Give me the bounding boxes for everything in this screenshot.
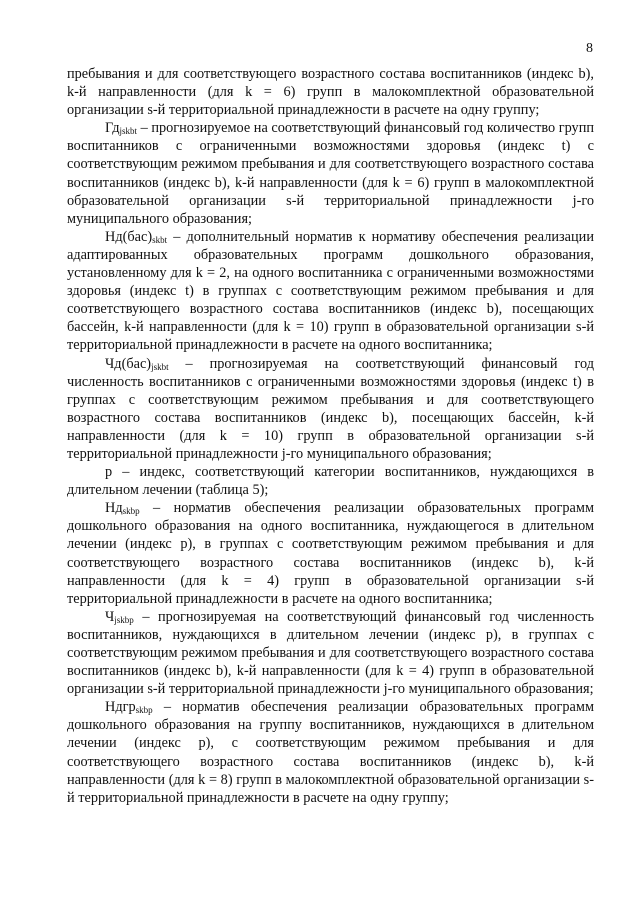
page-number: 8 bbox=[586, 41, 593, 56]
paragraph-text: Ндгр bbox=[105, 699, 136, 716]
paragraph bbox=[67, 698, 594, 807]
paragraph-text: пребывания и для соответствующего возрастного состава воспитанников (индекс b), k-й направленности (для k = 6) групп в малокомплектной образовательной организации s-й территориальной принадлежности в расчете на одну группу; bbox=[67, 66, 594, 119]
paragraph-text: Гд bbox=[105, 120, 120, 137]
paragraph bbox=[67, 499, 594, 608]
paragraph bbox=[67, 65, 594, 119]
paragraph bbox=[67, 228, 594, 355]
paragraph-text: – норматив обеспечения реализации образовательных программ дошкольного образования на одного воспитанника, нуждающегося в длительном лечении (индекс p), в группах с соответствующим режимом пребывания и для соответствующего возрастного состава воспитанников (индекс b), k-й направленности (для k = 4) групп в образовательной организации s-й территориальной принадлежности в расчете на одного воспитанника; bbox=[67, 500, 594, 607]
paragraph-text: Нд(бас) bbox=[105, 228, 153, 245]
subscript-index: jskbt bbox=[119, 126, 137, 137]
body-text bbox=[67, 65, 594, 807]
paragraph bbox=[67, 119, 594, 228]
paragraph-text: – прогнозируемое на соответствующий финансовый год количество групп воспитанников с ограниченными возможностями здоровья (индекс t) с соответствующим режимом пребывания и для соответствующего возрастного состава воспитанников (индекс b), k-й направленности (для k = 6) групп в малокомплектной образовательной организации s-й территориальной принадлежности j-го муниципального образования; bbox=[67, 120, 594, 227]
paragraph-text: Ч bbox=[105, 608, 115, 625]
paragraph-text: – прогнозируемая на соответствующий финансовый год численность воспитанников, нуждающихся в длительном лечении (индекс p), в группах с соответствующим режимом пребывания и для соответствующего возрастного состава воспитанников (индекс b), k-й направленности (для k = 4) групп в образовательной организации s-й территориальной принадлежности j-го муниципального образования; bbox=[67, 608, 594, 698]
paragraph bbox=[67, 608, 594, 698]
paragraph-text: Нд bbox=[105, 500, 123, 517]
paragraph-text: – дополнительный норматив к нормативу обеспечения реализации адаптированных образовательных программ дошкольного образования, установленному для k = 2, на одного воспитанника с ограниченными возможностями здоровья (индекс t) в группах с соответствующим режимом пребывания и для соответствующего возрастного состава воспитанников (индекс b), посещающих бассейн, k-й направленности (для k = 10) групп в образовательной организации s-й территориальной принадлежности в расчете на одного воспитанника; bbox=[67, 228, 594, 354]
paragraph-text: – прогнозируемая на соответствующий финансовый год численность воспитанников с ограниченными возможностями здоровья (индекс t) в группах с соответствующим режимом пребывания и для соответствующего возрастного состава воспитанников (индекс b), посещающих бассейн, k-й направленности (для k = 10) групп в образовательной организации s-й территориальной принадлежности j-го муниципального образования; bbox=[67, 355, 594, 462]
paragraph-text: – норматив обеспечения реализации образовательных программ дошкольного образования на группу воспитанников, нуждающихся в длительном лечении (индекс p), с соответствующим режимом пребывания и для соответствующего возрастного состава воспитанников (индекс b), k-й направленности (для k = 8) групп в малокомплектной образовательной организации s-й территориальной принадлежности в расчете на одну группу; bbox=[67, 699, 594, 806]
paragraph-text: p – индекс, соответствующий категории воспитанников, нуждающихся в длительном лечении (таблица 5); bbox=[67, 464, 594, 499]
subscript-index: skbt bbox=[152, 234, 168, 245]
subscript-index: jskbt bbox=[151, 361, 169, 372]
subscript-index: skbp bbox=[122, 506, 140, 517]
paragraph bbox=[67, 355, 594, 464]
subscript-index: skbp bbox=[135, 705, 153, 716]
paragraph-text: Чд(бас) bbox=[105, 355, 152, 372]
subscript-index: jskbp bbox=[114, 614, 134, 625]
paragraph bbox=[67, 463, 594, 499]
